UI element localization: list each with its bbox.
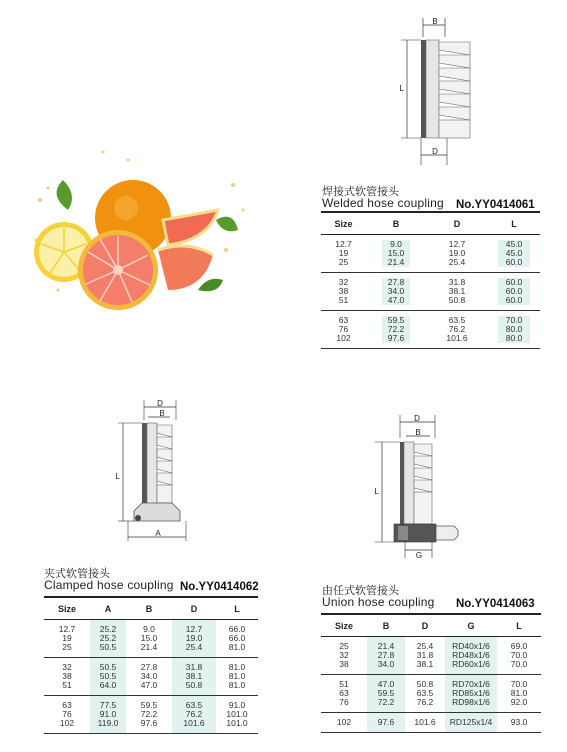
- size-value: 12.7: [58, 624, 76, 634]
- size-value: 32: [62, 662, 72, 672]
- l-value: 81.0: [228, 662, 246, 672]
- l-value: 81.0: [228, 642, 246, 652]
- table-row-group: [44, 658, 258, 696]
- l-value: 70.0: [498, 316, 530, 325]
- l-value: 93.0: [510, 717, 528, 727]
- welded-dim-d: D: [432, 147, 438, 156]
- l-value: 81.0: [228, 680, 246, 690]
- b-value: 72.2: [140, 709, 158, 719]
- b-value: 21.4: [140, 642, 158, 652]
- b-value: 47.0: [382, 296, 410, 305]
- d-value: 101.6: [414, 717, 436, 727]
- size-value: 32: [339, 650, 349, 660]
- clamped-code: No.YY0414062: [180, 581, 259, 593]
- table-row-group: [321, 675, 541, 713]
- welded-spec-table: [321, 211, 540, 349]
- col-header-size: Size: [44, 597, 90, 620]
- clamped-spec-table: [44, 596, 258, 734]
- col-header-b: B: [126, 597, 172, 620]
- l-value: 60.0: [498, 258, 530, 267]
- l-value: 70.0: [510, 659, 528, 669]
- b-value: 59.5: [377, 688, 395, 698]
- d-value: 38.1: [185, 671, 203, 681]
- a-value: 91.0: [99, 709, 117, 719]
- g-value: RD125x1/4: [449, 717, 493, 727]
- table-header-row: [321, 614, 541, 637]
- welded-dim-l: L: [399, 84, 404, 93]
- g-value: RD70x1/6: [452, 679, 490, 689]
- l-value: 45.0: [498, 240, 530, 249]
- g-value: RD48x1/6: [452, 650, 490, 660]
- clamped-dim-d: D: [157, 399, 163, 408]
- col-header-a: A: [90, 597, 126, 620]
- union-code: No.YY0414063: [456, 598, 535, 610]
- b-value: 97.6: [140, 718, 158, 728]
- clamped-dim-a: A: [155, 529, 161, 538]
- l-value: 92.0: [510, 697, 528, 707]
- a-value: 64.0: [99, 680, 117, 690]
- d-value: 31.8: [416, 650, 434, 660]
- b-value: 27.8: [377, 650, 395, 660]
- col-header-l: L: [497, 614, 541, 637]
- size-value: 102: [336, 717, 352, 727]
- col-header-g: G: [445, 614, 497, 637]
- col-header-d: D: [405, 614, 445, 637]
- b-value: 72.2: [382, 325, 410, 334]
- l-value: 45.0: [498, 249, 530, 258]
- a-value: 25.2: [99, 624, 117, 634]
- size-value: 19: [338, 248, 349, 258]
- l-value: 60.0: [498, 296, 530, 305]
- b-value: 34.0: [140, 671, 158, 681]
- size-value: 63: [62, 700, 72, 710]
- size-value: 25: [339, 641, 349, 651]
- l-value: 60.0: [498, 287, 530, 296]
- b-value: 9.0: [143, 624, 155, 634]
- union-title-cn: 由任式软管接头: [322, 585, 399, 597]
- a-value: 50.5: [99, 662, 117, 672]
- size-value: 51: [62, 680, 72, 690]
- col-header-size: Size: [321, 614, 367, 637]
- d-value: 76.2: [185, 709, 203, 719]
- welded-drawing: [395, 15, 485, 175]
- union-dim-d: D: [414, 414, 420, 423]
- table-row-group: [321, 273, 540, 311]
- a-value: 50.5: [99, 642, 117, 652]
- b-value: 47.0: [377, 679, 395, 689]
- union-dim-g: G: [415, 551, 423, 560]
- b-value: 59.5: [140, 700, 158, 710]
- d-value: 76.2: [416, 697, 434, 707]
- table-row-group: [44, 696, 258, 734]
- d-value: 101.6: [446, 333, 468, 343]
- table-row-group: [321, 311, 540, 349]
- d-value: 25.4: [448, 257, 466, 267]
- size-value: 25: [338, 257, 349, 267]
- col-header-b: B: [367, 614, 405, 637]
- b-value: 47.0: [140, 680, 158, 690]
- l-value: 81.0: [228, 671, 246, 681]
- b-value: 72.2: [377, 697, 395, 707]
- col-header-size: Size: [321, 212, 366, 235]
- col-header-b: B: [366, 212, 426, 235]
- table-row-group: [321, 637, 541, 675]
- union-drawing: [370, 410, 475, 560]
- l-value: 101.0: [226, 718, 248, 728]
- g-value: RD85x1/6: [452, 688, 490, 698]
- size-value: 76: [339, 697, 349, 707]
- size-value: 76: [62, 709, 72, 719]
- a-value: 119.0: [97, 718, 119, 728]
- welded-title-cn: 焊接式软管接头: [322, 186, 399, 198]
- d-value: 76.2: [448, 324, 466, 334]
- col-header-l: L: [216, 597, 258, 620]
- g-value: RD60x1/6: [452, 659, 490, 669]
- d-value: 38.1: [416, 659, 434, 669]
- l-value: 91.0: [228, 700, 246, 710]
- d-value: 25.4: [416, 641, 434, 651]
- table-row-group: [321, 713, 541, 733]
- l-value: 69.0: [510, 641, 528, 651]
- size-value: 12.7: [335, 239, 352, 249]
- table-header-row: [321, 212, 540, 235]
- a-value: 77.5: [99, 700, 117, 710]
- size-value: 19: [62, 633, 72, 643]
- d-value: 50.8: [448, 295, 466, 305]
- d-value: 31.8: [448, 277, 466, 287]
- table-row-group: [321, 235, 540, 273]
- col-header-d: D: [426, 212, 488, 235]
- size-value: 63: [338, 315, 349, 325]
- size-value: 38: [339, 659, 349, 669]
- d-value: 63.5: [416, 688, 434, 698]
- clamped-drawing: [100, 395, 200, 545]
- b-value: 59.5: [382, 316, 410, 325]
- d-value: 25.4: [185, 642, 203, 652]
- d-value: 19.0: [448, 248, 466, 258]
- size-value: 76: [338, 324, 349, 334]
- table-row-group: [44, 620, 258, 658]
- welded-title-en: Welded hose coupling: [322, 196, 444, 210]
- clamped-dim-l: L: [115, 472, 120, 481]
- citrus-fruit-image: [28, 140, 253, 320]
- b-value: 97.6: [382, 334, 410, 343]
- d-value: 31.8: [185, 662, 203, 672]
- clamped-title-en: Clamped hose coupling: [44, 578, 174, 592]
- union-title-en: Union hose coupling: [322, 595, 435, 609]
- b-value: 97.6: [377, 717, 395, 727]
- d-value: 50.8: [416, 679, 434, 689]
- union-dim-b: B: [415, 428, 421, 437]
- l-value: 80.0: [498, 334, 530, 343]
- col-header-l: L: [488, 212, 540, 235]
- welded-dim-b: B: [432, 17, 438, 26]
- size-value: 51: [339, 679, 349, 689]
- col-header-d: D: [172, 597, 216, 620]
- b-value: 34.0: [382, 287, 410, 296]
- l-value: 66.0: [228, 624, 246, 634]
- b-value: 27.8: [382, 278, 410, 287]
- l-value: 80.0: [498, 325, 530, 334]
- table-header-row: [44, 597, 258, 620]
- l-value: 66.0: [228, 633, 246, 643]
- a-value: 50.5: [99, 671, 117, 681]
- d-value: 50.8: [185, 680, 203, 690]
- b-value: 34.0: [377, 659, 395, 669]
- clamped-title-cn: 夹式软管接头: [44, 568, 110, 580]
- a-value: 25.2: [99, 633, 117, 643]
- d-value: 63.5: [448, 315, 466, 325]
- l-value: 70.0: [510, 679, 528, 689]
- size-value: 51: [338, 295, 349, 305]
- size-value: 38: [338, 286, 349, 296]
- b-value: 21.4: [377, 641, 395, 651]
- d-value: 38.1: [448, 286, 466, 296]
- size-value: 102: [59, 718, 75, 728]
- clamped-dim-b: B: [159, 409, 165, 418]
- b-value: 15.0: [382, 249, 410, 258]
- b-value: 15.0: [140, 633, 158, 643]
- size-value: 63: [339, 688, 349, 698]
- l-value: 81.0: [510, 688, 528, 698]
- union-dim-l: L: [374, 487, 379, 496]
- d-value: 101.6: [183, 718, 205, 728]
- d-value: 19.0: [185, 633, 203, 643]
- l-value: 60.0: [498, 278, 530, 287]
- l-value: 70.0: [510, 650, 528, 660]
- size-value: 38: [62, 671, 72, 681]
- d-value: 12.7: [448, 239, 466, 249]
- size-value: 32: [338, 277, 349, 287]
- l-value: 101.0: [226, 709, 248, 719]
- d-value: 63.5: [185, 700, 203, 710]
- size-value: 25: [62, 642, 72, 652]
- g-value: RD98x1/6: [452, 697, 490, 707]
- b-value: 27.8: [140, 662, 158, 672]
- welded-code: No.YY0414061: [456, 199, 535, 211]
- b-value: 21.4: [382, 258, 410, 267]
- union-spec-table: [321, 613, 541, 733]
- b-value: 9.0: [382, 240, 410, 249]
- size-value: 102: [336, 333, 351, 343]
- d-value: 12.7: [185, 624, 203, 634]
- g-value: RD40x1/6: [452, 641, 490, 651]
